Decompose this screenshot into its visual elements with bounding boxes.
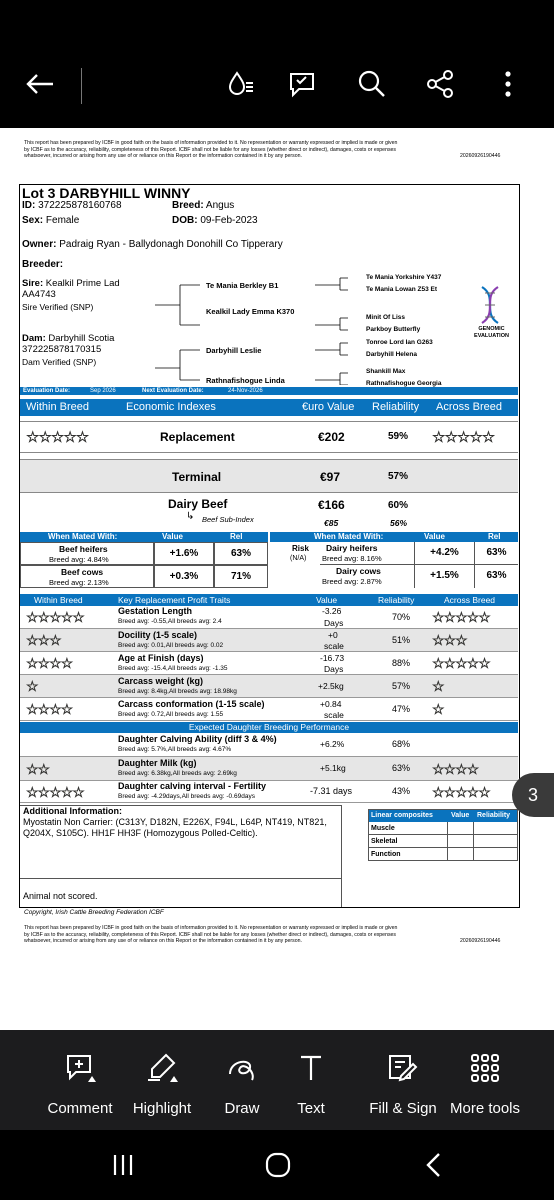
beef-cows-rel: 71% — [214, 565, 268, 588]
dam-label: Dam: — [22, 333, 46, 344]
text-icon — [295, 1052, 327, 1084]
terminal-reliability: 57% — [388, 471, 409, 482]
more-tools[interactable] — [438, 1052, 532, 1117]
trait-stars-within: ☆☆☆☆ — [26, 655, 73, 671]
traits-col-value: Value — [316, 595, 338, 605]
dairy-heifers-name: Dairy heifers — [326, 543, 378, 553]
mated-right-table — [270, 542, 518, 588]
trait-name: Carcass conformation (1-15 scale) — [118, 699, 265, 709]
trait-reliability: 57% — [392, 681, 411, 691]
pedigree-ds: Darbyhill Leslie — [206, 346, 262, 355]
sire-name: Kealkil Prime Lad — [45, 278, 120, 289]
daughter-trait-avg: Breed avg: 5.7%,All breeds avg: 4.67% — [118, 746, 232, 753]
highlight-label: Highlight — [132, 1100, 192, 1117]
traits-col-within: Within Breed — [34, 595, 83, 605]
breeding-report — [19, 184, 520, 908]
replacement-reliability: 59% — [388, 431, 409, 442]
traits-col-across: Across Breed — [444, 595, 496, 605]
linear-divider — [447, 822, 448, 861]
daughter-row — [20, 757, 518, 781]
traits-header — [20, 594, 518, 606]
pdf-page — [0, 128, 554, 948]
highlighter-icon — [146, 1052, 178, 1084]
sub-index-arrow-icon: ↳ — [186, 511, 195, 522]
page-gap — [0, 948, 554, 1030]
sire-label: Sire: — [22, 278, 44, 289]
daughter-trait-name: Daughter Calving Ability (diff 3 & 4%) — [118, 734, 277, 744]
trait-value: +2.5kg — [318, 681, 344, 691]
daughter-trait-value: -7.31 days — [310, 786, 353, 796]
trait-stars-within: ☆☆☆ — [26, 632, 61, 648]
trait-reliability: 70% — [392, 612, 411, 622]
dairy-heifers-value: +4.2% — [414, 542, 474, 565]
trait-avg: Breed avg: -15.4,All breeds avg: -1.35 — [118, 665, 228, 672]
index-header — [20, 399, 518, 416]
ink-drop-icon[interactable] — [218, 62, 262, 106]
next-eval-label: Next Evaluation Date: — [142, 388, 204, 394]
trait-reliability: 88% — [392, 658, 411, 668]
trait-unit: Days — [324, 664, 344, 674]
trait-reliability: 47% — [392, 704, 411, 714]
disclaimer-text-footer: This report has been prepared by ICBF in good faith on the basis of information provided to it. No representation or warranty expressed or implied is made or given by ICBF as to the accuracy, reliability, completeness of this Report. ICBF shall not be liable for any losses (whether direct or indirect), damages, costs or expenses whatsoever, incurred or arising from any use of or reliance on this Report or the information contained in it by any person. — [24, 925, 398, 944]
toolbar-divider — [81, 68, 82, 104]
pedigree-dss: Tonroe Lord Ian G263 — [366, 339, 433, 346]
comment-label: Comment — [47, 1100, 113, 1117]
trait-row — [20, 606, 518, 629]
dam-id: 372225878170315 — [22, 344, 102, 355]
trait-row — [20, 652, 518, 675]
not-scored-box — [20, 879, 342, 907]
daughter-trait-value: +6.2% — [320, 739, 345, 749]
not-scored-text: Animal not scored. — [23, 891, 98, 901]
page-number-badge[interactable]: 3 — [512, 773, 554, 817]
owner-label: Owner: — [22, 239, 57, 250]
daughter-stars-within: ☆☆☆☆☆ — [26, 784, 84, 800]
draw-label: Draw — [224, 1100, 260, 1117]
trait-row — [20, 698, 518, 721]
trait-unit: scale — [324, 710, 344, 720]
next-eval-date: 24-Nov-2026 — [228, 388, 263, 394]
daughter-trait-avg: Breed avg: -4.29days,All breeds avg: -0.69days — [118, 793, 255, 800]
col-across-breed: Across Breed — [436, 401, 503, 413]
terminal-name: Terminal — [172, 470, 222, 484]
pedigree-ssd: Te Mania Lowan Z53 Et — [366, 286, 438, 293]
highlight-tool[interactable] — [128, 1052, 196, 1117]
dairy-heifers-rel: 63% — [474, 542, 518, 565]
linear-row-function: Function — [371, 851, 401, 858]
terminal-row — [20, 459, 518, 493]
dairy-cows-rel: 63% — [474, 565, 518, 588]
trait-name: Age at Finish (days) — [118, 653, 204, 663]
recent-apps-icon[interactable] — [110, 1152, 136, 1183]
beef-cows-name: Beef cows — [61, 567, 104, 577]
trait-row — [20, 629, 518, 652]
additional-info-text: Myostatin Non Carrier: (C313Y, D182N, E226X, F94L, L64P, NT419, NT821, Q204X, S105C). HH1F HH3F (Homozygous Polled-Celtic). — [23, 817, 327, 838]
mated-left-col1: When Mated With: — [48, 532, 118, 541]
trait-stars-across: ☆☆☆ — [432, 632, 467, 648]
mated-left-table — [20, 542, 268, 588]
trait-stars-within: ☆☆☆☆ — [26, 701, 73, 717]
dob-value: 09-Feb-2023 — [200, 215, 258, 226]
trait-value: +0.84 — [320, 699, 342, 709]
beef-heifers-value: +1.6% — [154, 542, 214, 565]
linear-col-name: Linear composites — [371, 812, 433, 819]
trait-reliability: 51% — [392, 635, 411, 645]
beef-sub-index-reliability: 56% — [390, 518, 408, 528]
trait-stars-across: ☆ — [432, 678, 444, 694]
eval-date-label: Evaluation Date: — [23, 388, 71, 394]
search-icon[interactable] — [350, 62, 394, 106]
comment-tool[interactable] — [46, 1052, 114, 1117]
draw-tool[interactable] — [212, 1052, 272, 1117]
pedigree-sds: Minit Of Liss — [366, 314, 405, 321]
beef-heifers-avg: Breed avg: 4.84% — [49, 555, 109, 564]
text-label: Text — [297, 1100, 325, 1117]
pedigree-sss: Te Mania Yorkshire Y437 — [366, 274, 442, 281]
pedigree-dd: Rathnafishogue Linda — [206, 376, 285, 385]
col-economic-indexes: Economic Indexes — [126, 401, 216, 413]
evaluation-bar — [20, 387, 518, 395]
beef-heifers-name: Beef heifers — [59, 544, 108, 554]
daughter-trait-value: +5.1kg — [320, 763, 346, 773]
daughter-trait-reliability: 63% — [392, 763, 411, 773]
daughter-row — [20, 781, 518, 803]
trait-value: -16.73 — [320, 653, 345, 663]
daughter-trait-avg: Breed avg: 6.38kg,All breeds avg: 2.69kg — [118, 770, 237, 777]
trait-avg: Breed avg: 0.72,All breeds avg: 1.55 — [118, 711, 224, 718]
sire-verified: Sire Verified (SNP) — [22, 302, 94, 312]
breeder-label: Breeder: — [22, 259, 64, 270]
pedigree-dsd: Darbyhill Helena — [366, 351, 417, 358]
risk-label: Risk — [292, 544, 309, 553]
daughter-stars-within: ☆☆ — [26, 761, 50, 777]
col-reliability: Reliability — [372, 401, 420, 413]
linear-col-reliability: Reliability — [477, 812, 511, 819]
eval-date: Sep 2026 — [90, 388, 116, 394]
trait-stars-within: ☆ — [26, 678, 38, 694]
trait-name: Docility (1-5 scale) — [118, 630, 198, 640]
dairy-heifers-avg: Breed avg: 8.16% — [322, 554, 382, 563]
linear-composites-table — [368, 809, 518, 861]
replacement-stars-within: ☆☆☆☆☆ — [26, 429, 89, 446]
trait-avg: Breed avg: -0.55,All breeds avg: 2.4 — [118, 618, 222, 625]
dairy-heifers-cell — [320, 542, 414, 565]
comment-list-icon[interactable] — [280, 62, 324, 106]
trait-avg: Breed avg: 8.4kg,All breeds avg: 18.98kg — [118, 688, 237, 695]
pedigree-sdd: Parkboy Butterfly — [366, 326, 421, 333]
additional-info-label: Additional Information: — [23, 806, 122, 816]
daughter-trait-name: Daughter Milk (kg) — [118, 758, 197, 768]
trait-avg: Breed avg: 0.01,All breeds avg: 0.02 — [118, 642, 224, 649]
beef-heifers-cell — [20, 542, 154, 565]
beef-cows-cell — [20, 565, 154, 588]
dairy-beef-row — [20, 495, 518, 533]
pedigree-dds: Shankill Max — [366, 368, 406, 375]
daughter-trait-reliability: 68% — [392, 739, 411, 749]
mated-right-col3: Rel — [488, 532, 501, 541]
fill-sign-icon — [387, 1052, 419, 1084]
traits-col-name: Key Replacement Profit Traits — [118, 595, 231, 605]
pedigree-ddd: Rathnafishogue Georgia — [366, 380, 442, 387]
more-tools-label: More tools — [449, 1100, 521, 1117]
dairy-beef-reliability: 60% — [388, 500, 409, 511]
breed-value: Angus — [205, 200, 235, 211]
home-icon[interactable] — [264, 1151, 292, 1184]
additional-info-box — [20, 805, 342, 879]
dairy-cows-avg: Breed avg: 2.87% — [322, 577, 382, 586]
mated-header-left — [20, 532, 268, 542]
col-within-breed: Within Breed — [26, 401, 89, 413]
replacement-value: €202 — [318, 430, 345, 444]
linear-header — [369, 810, 517, 822]
trait-stars-across: ☆ — [432, 701, 444, 717]
text-tool[interactable] — [286, 1052, 336, 1117]
dob-label: DOB: — [172, 215, 198, 226]
app-toolbar — [0, 0, 554, 128]
sire-id: AA4743 — [22, 289, 56, 300]
linear-divider — [473, 822, 474, 861]
linear-row-skeletal: Skeletal — [369, 835, 517, 848]
replacement-stars-across: ☆☆☆☆☆ — [432, 429, 495, 446]
trait-unit: scale — [324, 641, 344, 651]
trait-stars-across: ☆☆☆☆☆ — [432, 655, 490, 671]
beef-cows-value: +0.3% — [154, 565, 214, 588]
trait-value: -3.26 — [322, 606, 342, 616]
risk-na: (N/A) — [290, 555, 307, 562]
trait-row — [20, 675, 518, 698]
replacement-row — [20, 421, 518, 453]
trait-name: Gestation Length — [118, 606, 192, 616]
pedigree-ss: Te Mania Berkley B1 — [206, 281, 279, 290]
daughter-stars-across: ☆☆☆☆ — [432, 761, 479, 777]
replacement-name: Replacement — [160, 430, 235, 444]
col-euro-value: €uro Value — [302, 401, 355, 413]
dairy-beef-value: €166 — [318, 498, 345, 512]
trait-stars-within: ☆☆☆☆☆ — [26, 609, 84, 625]
mated-right-col1: When Mated With: — [314, 532, 384, 541]
beef-heifers-rel: 63% — [214, 542, 268, 565]
genomic-label: GENOMIC EVALUATION — [474, 326, 509, 339]
sex-label: Sex: — [22, 215, 44, 226]
traits-col-reliability: Reliability — [378, 595, 415, 605]
dairy-beef-name: Dairy Beef — [168, 497, 228, 511]
mated-left-col3: Rel — [230, 532, 243, 541]
beef-sub-index-value: €85 — [324, 518, 339, 528]
dairy-cows-value: +1.5% — [414, 565, 474, 588]
animal-id: 372225878160768 — [38, 200, 122, 211]
daughter-stars-across: ☆☆☆☆☆ — [432, 784, 490, 800]
comment-icon — [64, 1052, 96, 1084]
linear-col-value: Value — [451, 812, 470, 819]
daughter-row — [20, 733, 518, 757]
pedigree-sd: Kealkil Lady Emma K370 — [206, 307, 295, 316]
beef-cows-avg: Breed avg: 2.13% — [49, 578, 109, 587]
system-nav-bar — [0, 1130, 554, 1200]
report-code: 20260926190446 — [460, 153, 501, 159]
daughter-trait-reliability: 43% — [392, 786, 411, 796]
mated-header-right — [270, 532, 518, 542]
more-vertical-icon[interactable] — [486, 62, 530, 106]
mated-left-col2: Value — [162, 532, 183, 541]
dam-name: Darbyhill Scotia — [48, 333, 115, 344]
copyright: Copyright, Irish Cattle Breeding Federation ICBF — [24, 909, 164, 916]
trait-name: Carcass weight (kg) — [118, 676, 204, 686]
dna-helix-icon — [476, 285, 504, 325]
report-code-footer: 20260926190446 — [460, 938, 501, 944]
lot-title: Lot 3 DARBYHILL WINNY — [22, 185, 191, 201]
share-icon[interactable] — [418, 62, 462, 106]
trait-stars-across: ☆☆☆☆☆ — [432, 609, 490, 625]
daughter-trait-name: Daughter calving interval - Fertility — [118, 781, 267, 791]
draw-icon — [226, 1052, 258, 1084]
fill-sign-label: Fill & Sign — [369, 1100, 437, 1117]
trait-unit: Days — [324, 618, 344, 628]
sex-value: Female — [45, 215, 80, 226]
dairy-cows-cell — [320, 565, 414, 588]
id-label: ID: — [22, 200, 36, 211]
dam-verified: Dam Verified (SNP) — [22, 357, 97, 367]
back-arrow-icon[interactable] — [18, 62, 62, 106]
grid-icon — [469, 1052, 501, 1084]
beef-sub-index-label: Beef Sub-Index — [202, 515, 254, 524]
disclaimer-text: This report has been prepared by ICBF in good faith on the basis of information provided to it. No representation or warranty expressed or implied is made or given by ICBF as to the accuracy, reliability, completeness of this Report. ICBF shall not be liable for any losses (whether direct or indirect), damages, costs or expenses whatsoever, incurred or arising from any use of or reliance on this Report or the information contained in it by any person. — [24, 140, 398, 159]
owner-value: Padraig Ryan - Ballydonagh Donohill Co Tipperary — [59, 239, 283, 250]
trait-value: +0 — [328, 630, 338, 640]
daughter-header: Expected Daughter Breeding Performance — [20, 722, 518, 733]
back-nav-icon[interactable] — [422, 1151, 446, 1184]
terminal-value: €97 — [320, 470, 341, 484]
dairy-cows-name: Dairy cows — [336, 566, 381, 576]
breed-label: Breed: — [172, 200, 204, 211]
mated-right-col2: Value — [424, 532, 445, 541]
linear-row-muscle: Muscle — [369, 822, 517, 835]
